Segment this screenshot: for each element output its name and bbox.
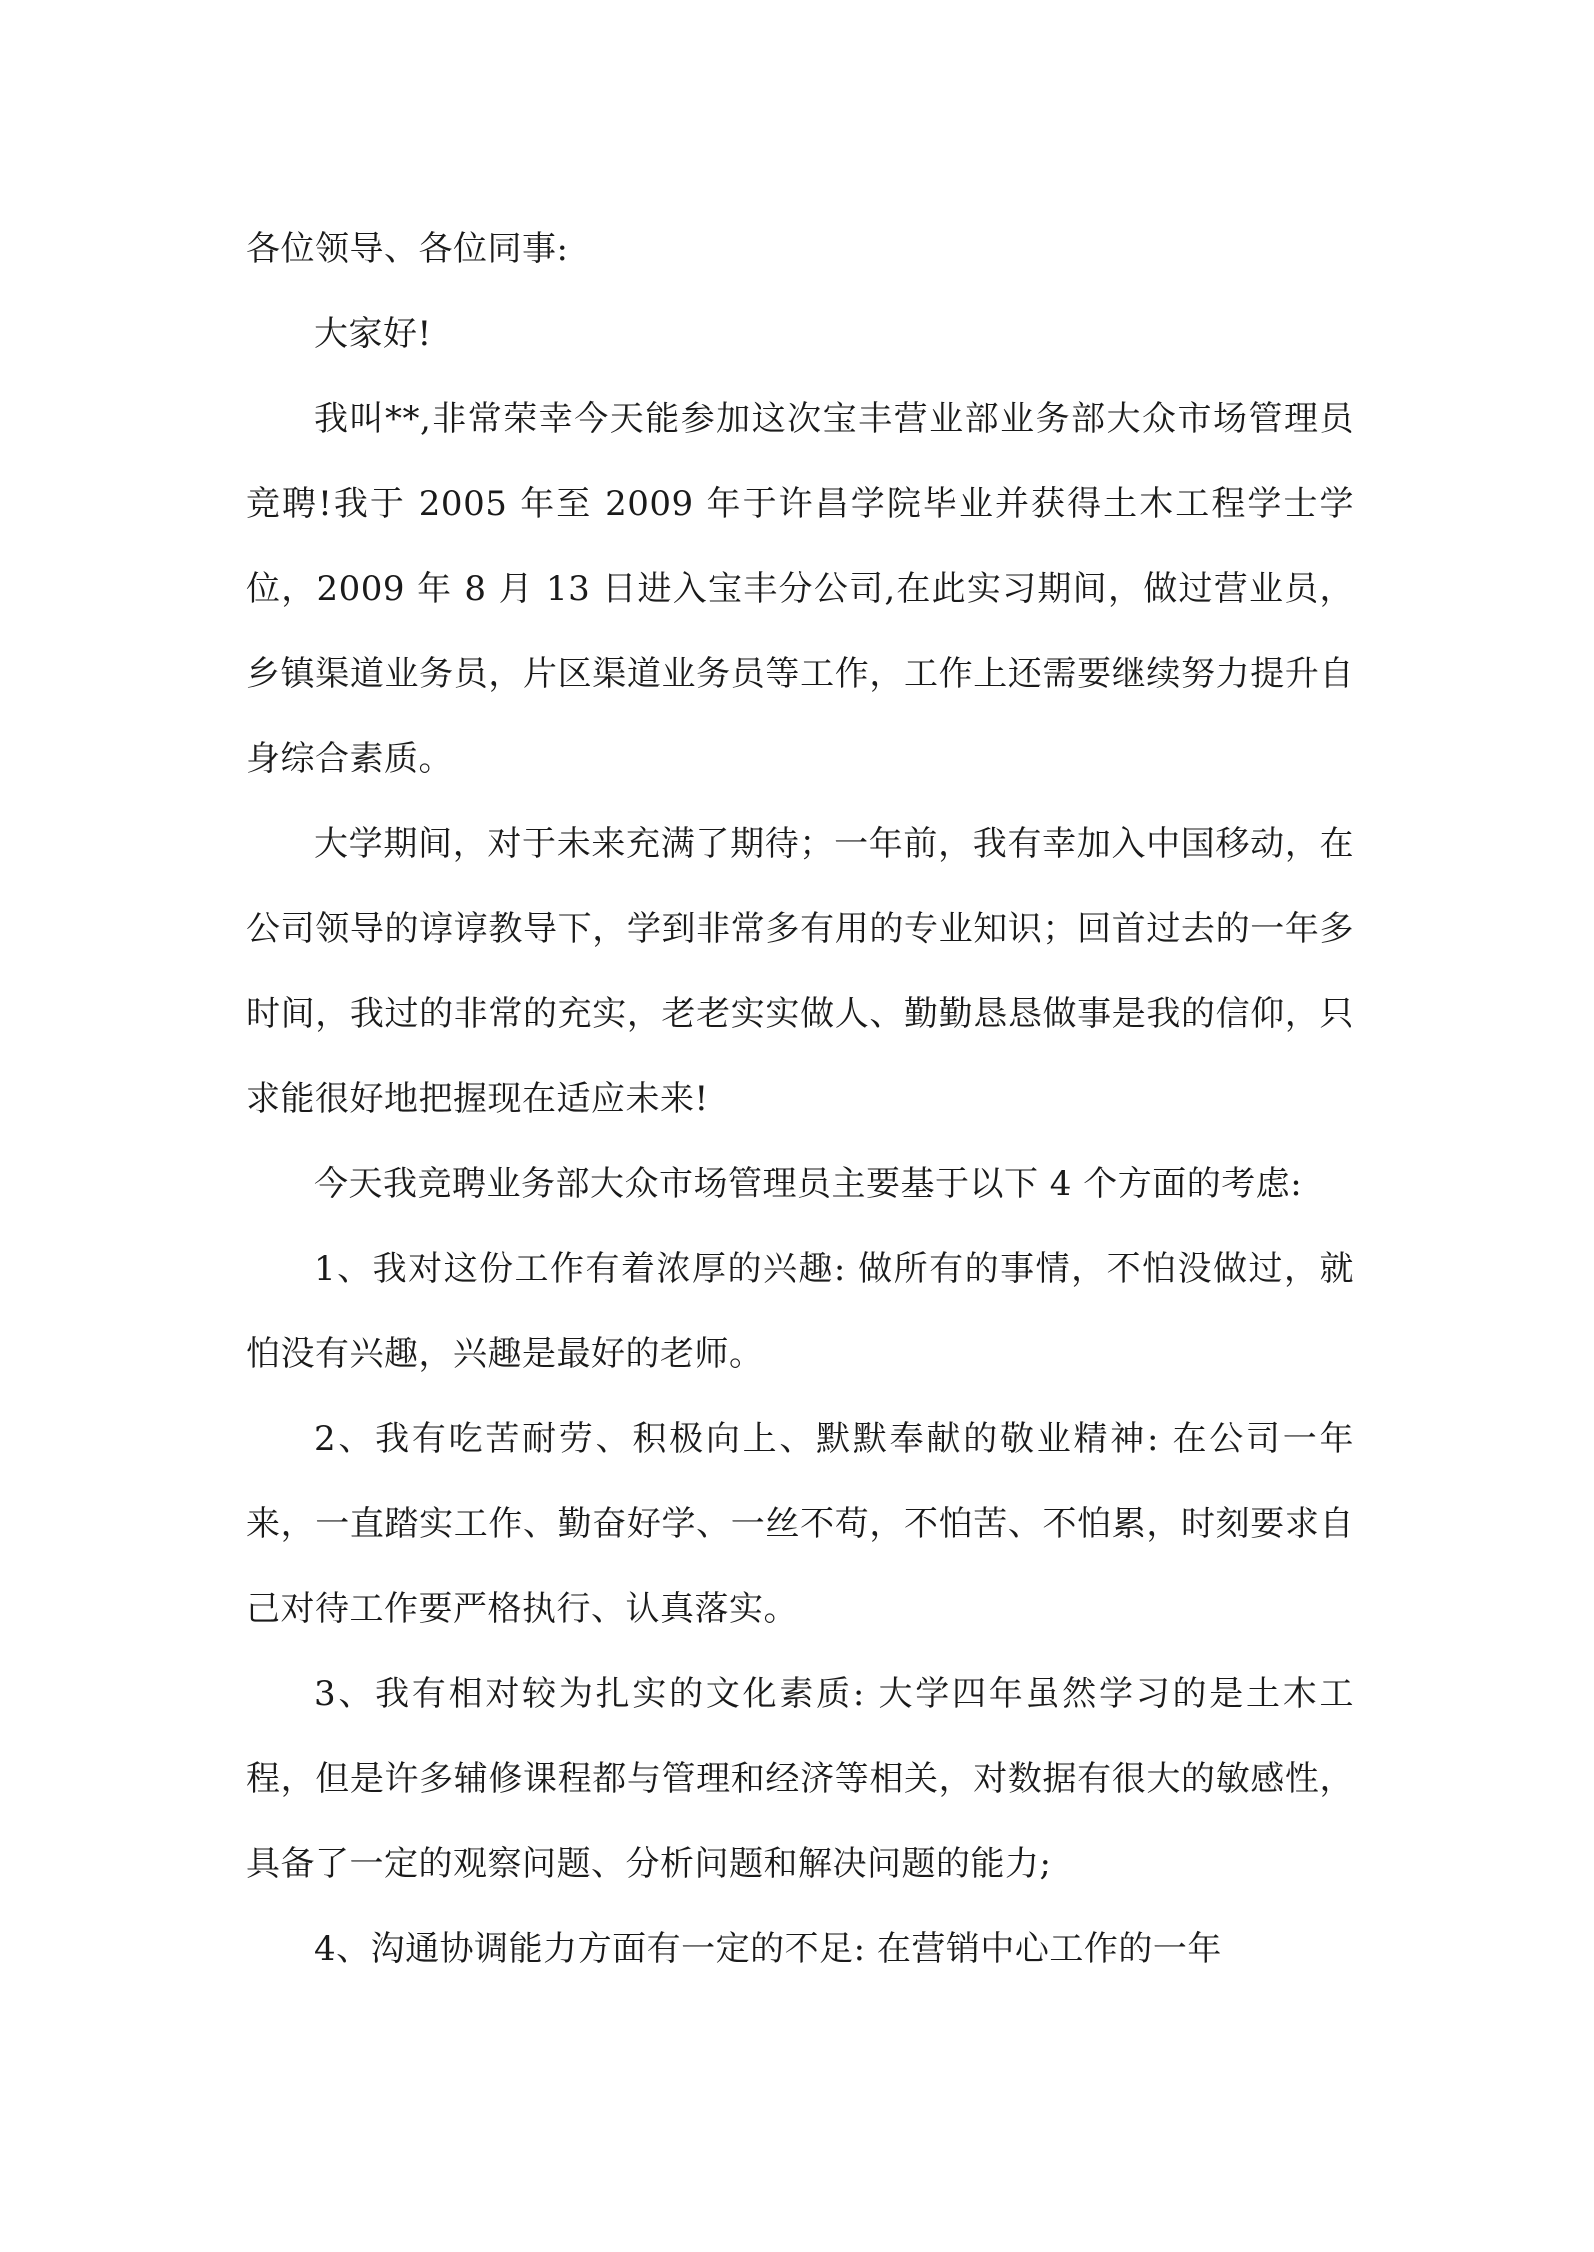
paragraph-introduction: 我叫**,非常荣幸今天能参加这次宝丰营业部业务部大众市场管理员竞聘!我于 2005 年至 2009 年于许昌学院毕业并获得土木工程学士学位，2009 年 8 月 13 日进入宝丰分公司,在此实习期间，做过营业员，乡镇渠道业务员，片区渠道业务员等工作，工作上还需要继续努力提升自身综合素质。 xyxy=(246,399,1354,779)
document-body xyxy=(246,207,1354,1992)
paragraph-point-2: 2、我有吃苦耐劳、积极向上、默默奉献的敬业精神: 在公司一年来，一直踏实工作、勤奋好学、一丝不苟，不怕苦、不怕累，时刻要求自己对待工作要严格执行、认真落实。 xyxy=(246,1419,1354,1629)
paragraph-considerations: 今天我竞聘业务部大众市场管理员主要基于以下 4 个方面的考虑: xyxy=(314,1164,1303,1204)
paragraph-point-1: 1、我对这份工作有着浓厚的兴趣: 做所有的事情，不怕没做过，就怕没有兴趣，兴趣是最好的老师。 xyxy=(246,1249,1354,1374)
greeting: 大家好! xyxy=(314,314,432,354)
salutation: 各位领导、各位同事: xyxy=(246,229,569,269)
paragraph-point-3: 3、我有相对较为扎实的文化素质: 大学四年虽然学习的是土木工程，但是许多辅修课程都与管理和经济等相关，对数据有很大的敏感性，具备了一定的观察问题、分析问题和解决问题的能力; xyxy=(246,1674,1354,1884)
paragraph-university: 大学期间，对于未来充满了期待；一年前，我有幸加入中国移动，在公司领导的谆谆教导下，学到非常多有用的专业知识；回首过去的一年多时间，我过的非常的充实，老老实实做人、勤勤恳恳做事是我的信仰，只求能很好地把握现在适应未来! xyxy=(246,824,1354,1119)
paragraph-point-4: 4、沟通协调能力方面有一定的不足: 在营销中心工作的一年 xyxy=(314,1929,1222,1969)
